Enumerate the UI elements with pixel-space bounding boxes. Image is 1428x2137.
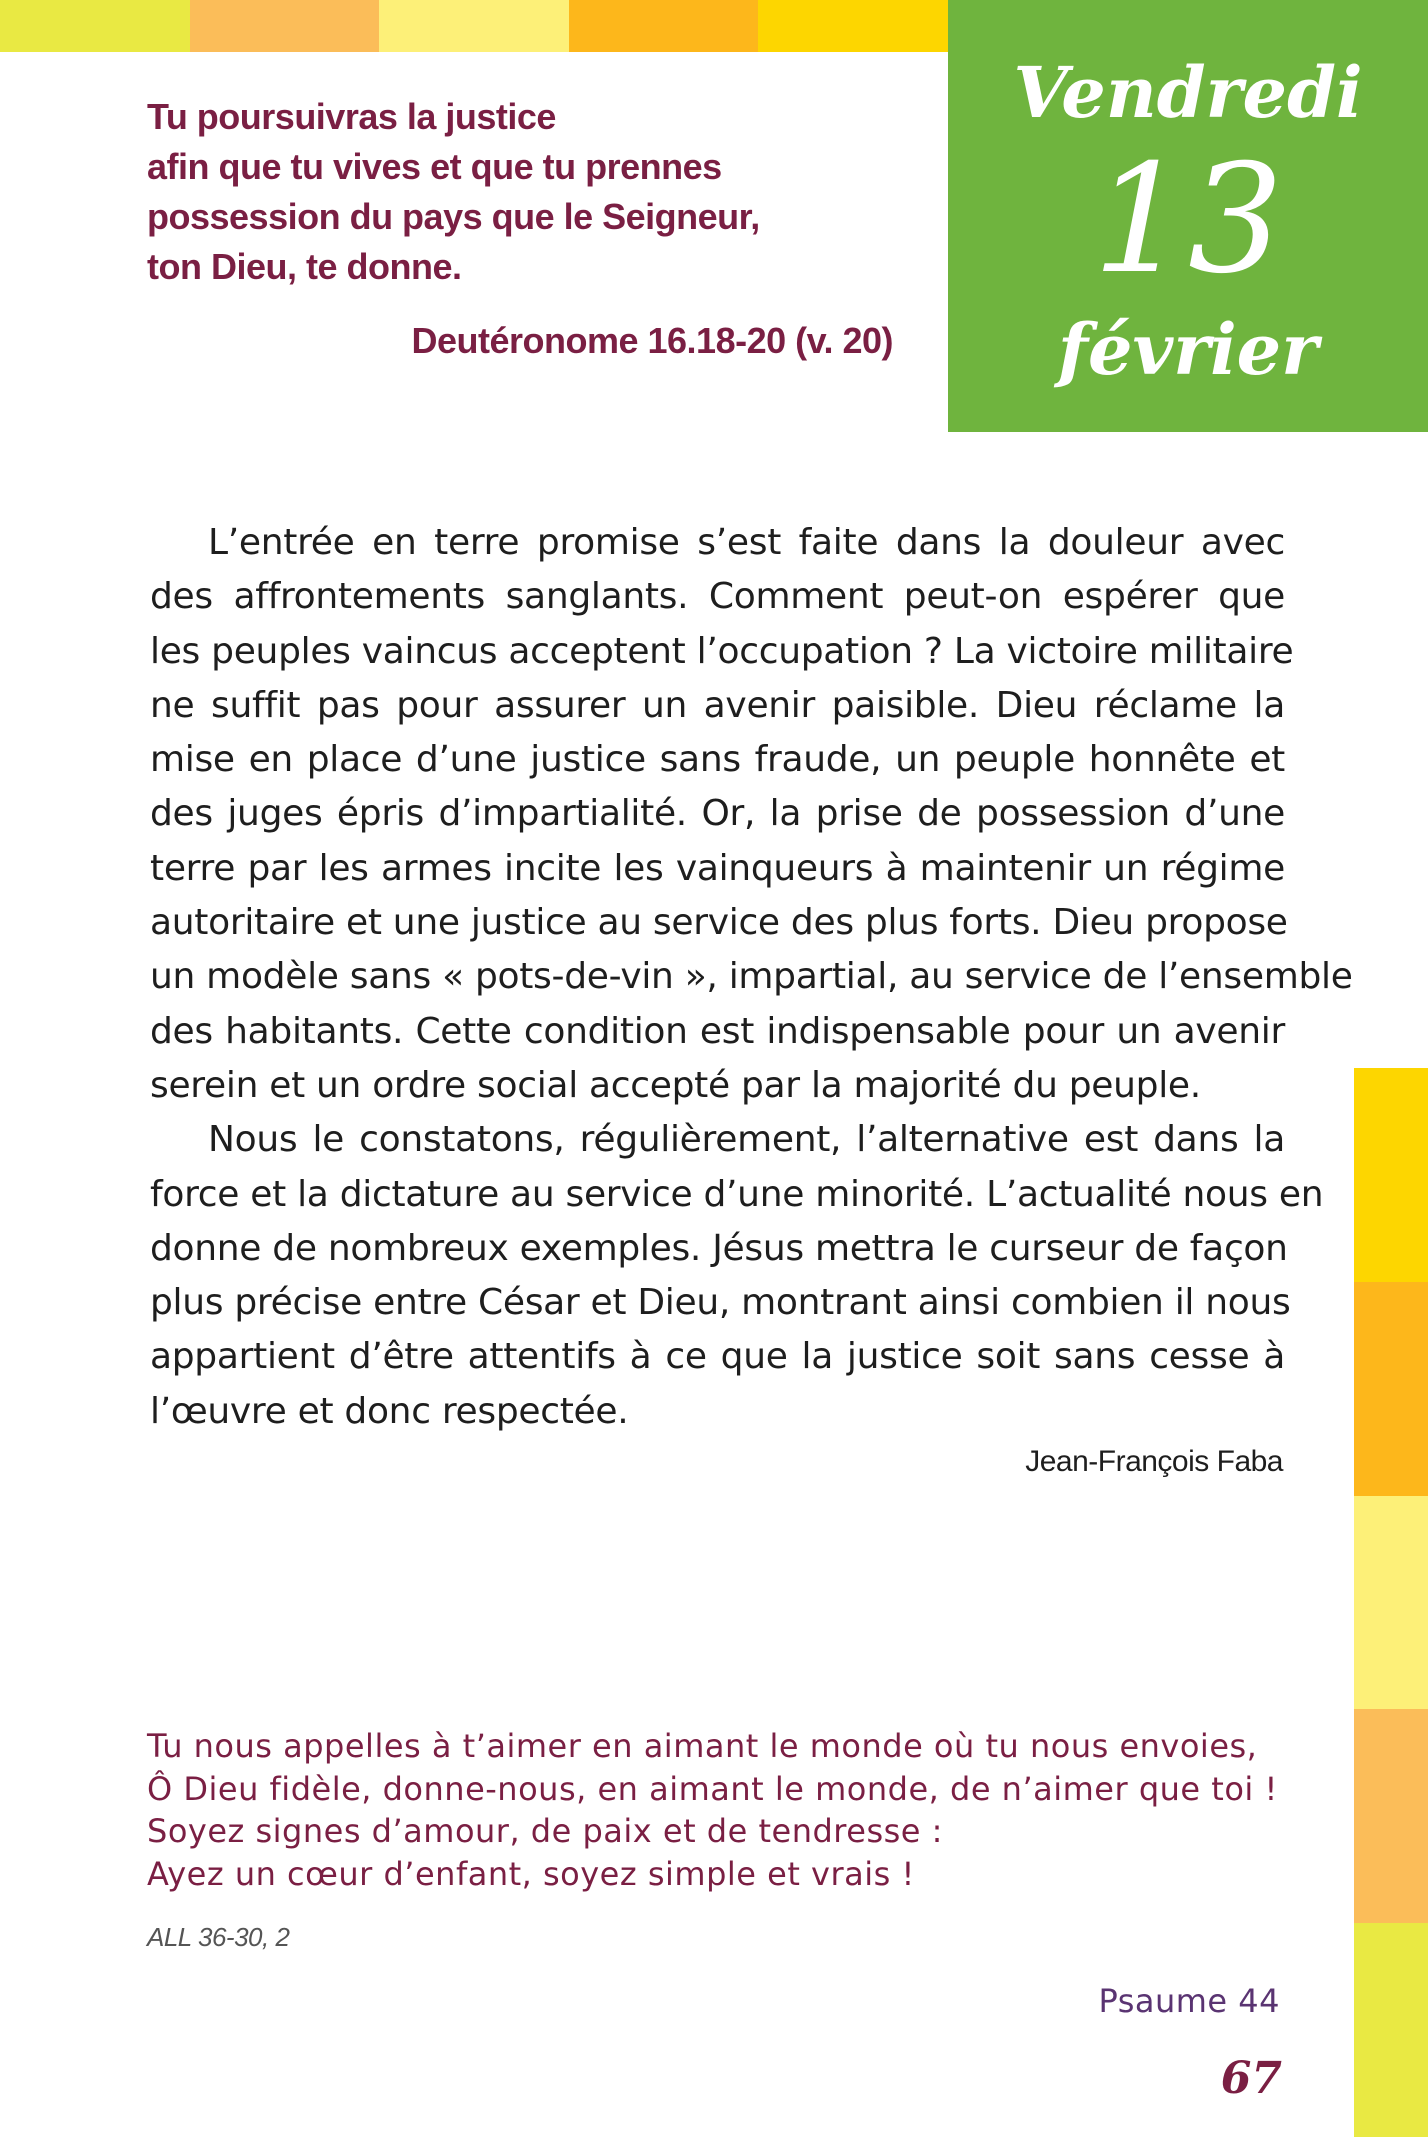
side-stripe-block (1354, 1496, 1428, 1710)
body-line: plus précise entre César et Dieu, montrant ainsi combien il nous (150, 1282, 1291, 1324)
body-line: l’œuvre et donc respectée. (150, 1390, 629, 1432)
hymn-text (147, 1725, 1277, 1895)
verse-line: Tu poursuivras la justice (147, 96, 556, 137)
hymn-line: Ayez un cœur d’enfant, soyez simple et vrais ! (147, 1854, 915, 1893)
side-stripe-block (1354, 1923, 1428, 2137)
body-line: des habitants. Cette condition est indispensable pour un avenir (150, 1010, 1285, 1052)
side-color-stripe (1354, 1068, 1428, 2137)
bible-verse (147, 92, 937, 292)
side-stripe-block (1354, 1282, 1428, 1496)
body-line: force et la dictature au service d’une minorité. L’actualité nous en (150, 1173, 1324, 1215)
body-line: des affrontements sanglants. Comment peut-on espérer que (150, 576, 1285, 618)
body-line: les peuples vaincus acceptent l’occupation ? La victoire militaire (150, 630, 1294, 672)
verse-line: ton Dieu, te donne. (147, 246, 462, 287)
body-line: des juges épris d’impartialité. Or, la prise de possession d’une (150, 793, 1285, 835)
body-line: autoritaire et une justice au service des plus forts. Dieu propose (150, 902, 1288, 944)
body-line: Nous le constatons, régulièrement, l’alternative est dans la (208, 1119, 1285, 1161)
body-line: terre par les armes incite les vainqueurs à maintenir un régime (150, 847, 1285, 889)
top-color-stripe (0, 0, 948, 52)
body-line: appartient d’être attentifs à ce que la justice soit sans cesse à (150, 1336, 1285, 1378)
body-line: un modèle sans « pots-de-vin », impartial, au service de l’ensemble (150, 956, 1353, 998)
top-stripe-block (569, 0, 759, 52)
body-line: ne suffit pas pour assurer un avenir paisible. Dieu réclame la (150, 684, 1285, 726)
hymn-reference: ALL 36-30, 2 (147, 1922, 290, 1952)
body-line: donne de nombreux exemples. Jésus mettra le curseur de façon (150, 1227, 1288, 1269)
date-box (948, 0, 1428, 432)
hymn-line: Soyez signes d’amour, de paix et de tendresse : (147, 1812, 943, 1850)
hymn-line: Tu nous appelles à t’aimer en aimant le monde où tu nous envoies, (147, 1727, 1258, 1765)
date-month: février (1057, 308, 1319, 391)
top-stripe-block (379, 0, 569, 52)
side-stripe-block (1354, 1068, 1428, 1282)
author-name: Jean-François Faba (1025, 1445, 1283, 1478)
psalm-reference: Psaume 44 (1098, 1982, 1280, 2020)
verse-reference: Deutéronome 16.18-20 (v. 20) (411, 320, 893, 361)
verse-line: afin que tu vives et que tu prennes (147, 146, 722, 187)
top-stripe-block (0, 0, 190, 52)
page-number: 67 (1220, 2053, 1282, 2104)
meditation-text (150, 516, 1353, 1439)
body-line: L’entrée en terre promise s’est faite dans la douleur avec (208, 522, 1285, 563)
side-stripe-block (1354, 1709, 1428, 1923)
body-line: serein et un ordre social accepté par la majorité du peuple. (150, 1064, 1201, 1106)
top-stripe-block (758, 0, 948, 52)
hymn-line: Ô Dieu fidèle, donne-nous, en aimant le monde, de n’aimer que toi ! (147, 1769, 1278, 1808)
body-line: mise en place d’une justice sans fraude, un peuple honnête et (150, 739, 1285, 781)
date-number: 13 (1092, 133, 1284, 307)
top-stripe-block (190, 0, 380, 52)
verse-line: possession du pays que le Seigneur, (147, 196, 760, 237)
date-day: Vendredi (1013, 51, 1363, 134)
